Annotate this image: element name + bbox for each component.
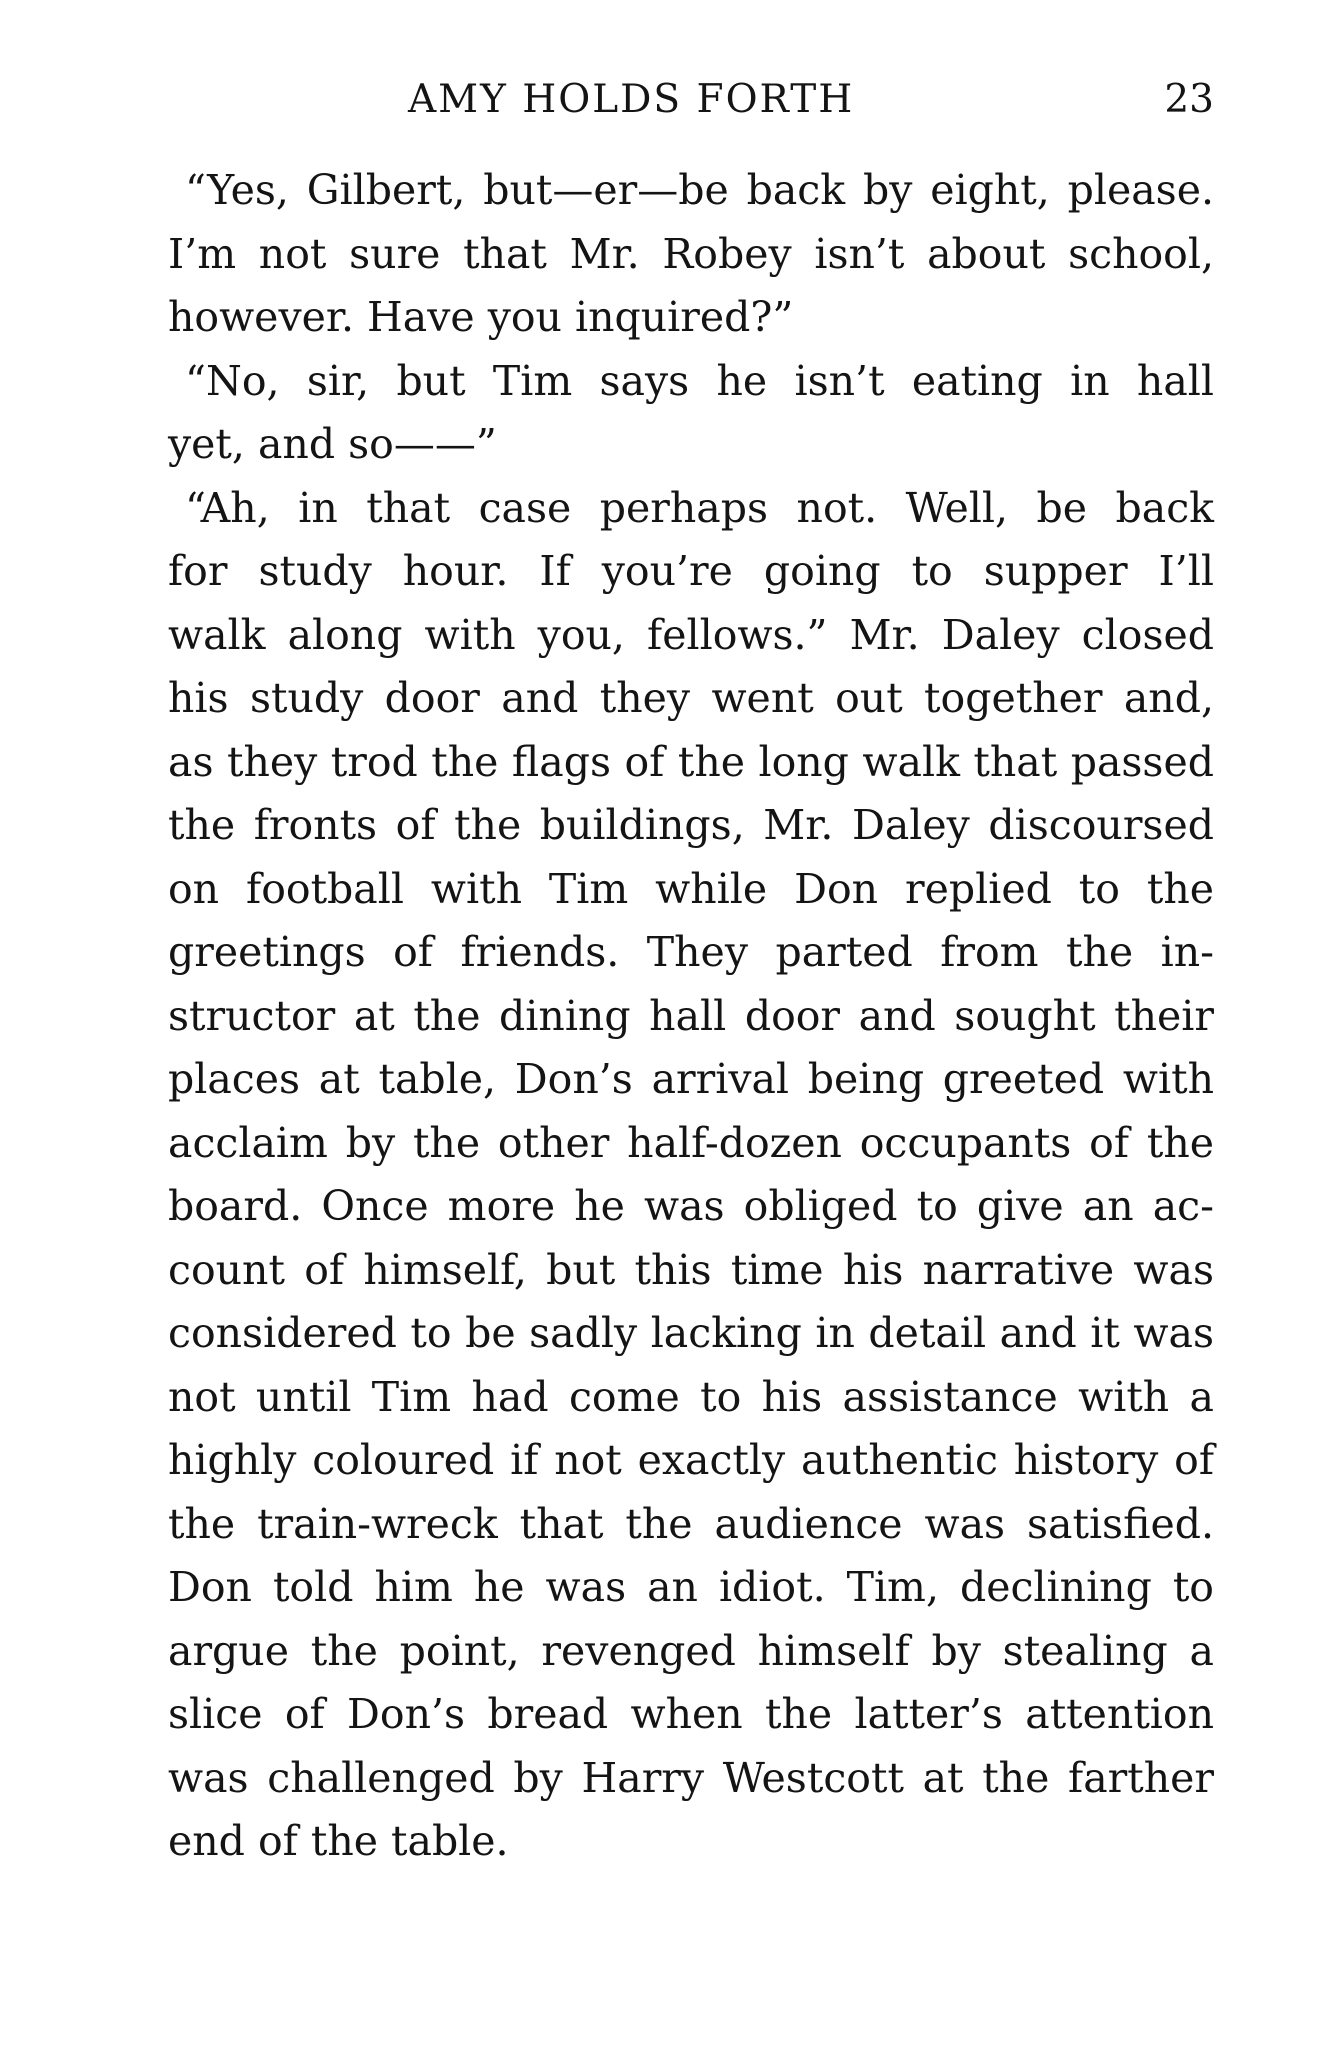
text-line: “No, sir, but Tim says he isn’t eating in hall <box>185 356 1214 405</box>
text-line: the fronts of the buildings, Mr. Daley discoursed <box>168 801 1214 849</box>
text-line: not until Tim had come to his assistance with a <box>168 1372 1214 1421</box>
text-line: was challenged by Harry Westcott at the farther <box>168 1753 1214 1802</box>
text-line: as they trod the flags of the long walk that passed <box>168 737 1214 786</box>
text-line: count of himself, but this time his narrative was <box>168 1245 1214 1294</box>
text-line: on football with Tim while Don replied to the <box>168 864 1214 913</box>
running-title: AMY HOLDS FORTH <box>408 77 855 122</box>
text-line: greetings of friends. They parted from the in- <box>168 928 1214 976</box>
text-line: “Yes, Gilbert, but—er—be back by eight, please. <box>185 166 1214 214</box>
text-line: board. Once more he was obliged to give an ac- <box>168 1182 1214 1230</box>
text-line: highly coloured if not exactly authentic history of <box>168 1436 1214 1484</box>
text-line: the train-wreck that the audience was satisfied. <box>168 1499 1214 1548</box>
text-line: structor at the dining hall door and sought their <box>168 991 1214 1040</box>
page-number: 23 <box>1164 77 1214 122</box>
text-line: considered to be sadly lacking in detail and it was <box>168 1309 1214 1357</box>
text-line: walk along with you, fellows.” Mr. Daley closed <box>168 610 1214 659</box>
text-line: yet, and so——” <box>168 420 497 468</box>
text-line: slice of Don’s bread when the latter’s attention <box>168 1690 1214 1738</box>
text-line: for study hour. If you’re going to supper I’ll <box>168 547 1214 595</box>
body-text <box>168 159 1214 1874</box>
text-line: “Ah, in that case perhaps not. Well, be back <box>185 483 1214 532</box>
text-line: I’m not sure that Mr. Robey isn’t about school, <box>168 229 1214 278</box>
text-line: end of the table. <box>168 1817 509 1865</box>
text-line: places at table, Don’s arrival being greeted with <box>168 1055 1214 1103</box>
text-line: argue the point, revenged himself by stealing a <box>168 1626 1214 1675</box>
running-head <box>168 70 1214 130</box>
text-line: acclaim by the other half-dozen occupants of the <box>168 1118 1214 1167</box>
text-line: his study door and they went out together and, <box>168 674 1214 722</box>
text-line: however. Have you inquired?” <box>168 293 794 341</box>
text-line: Don told him he was an idiot. Tim, declining to <box>168 1563 1214 1611</box>
